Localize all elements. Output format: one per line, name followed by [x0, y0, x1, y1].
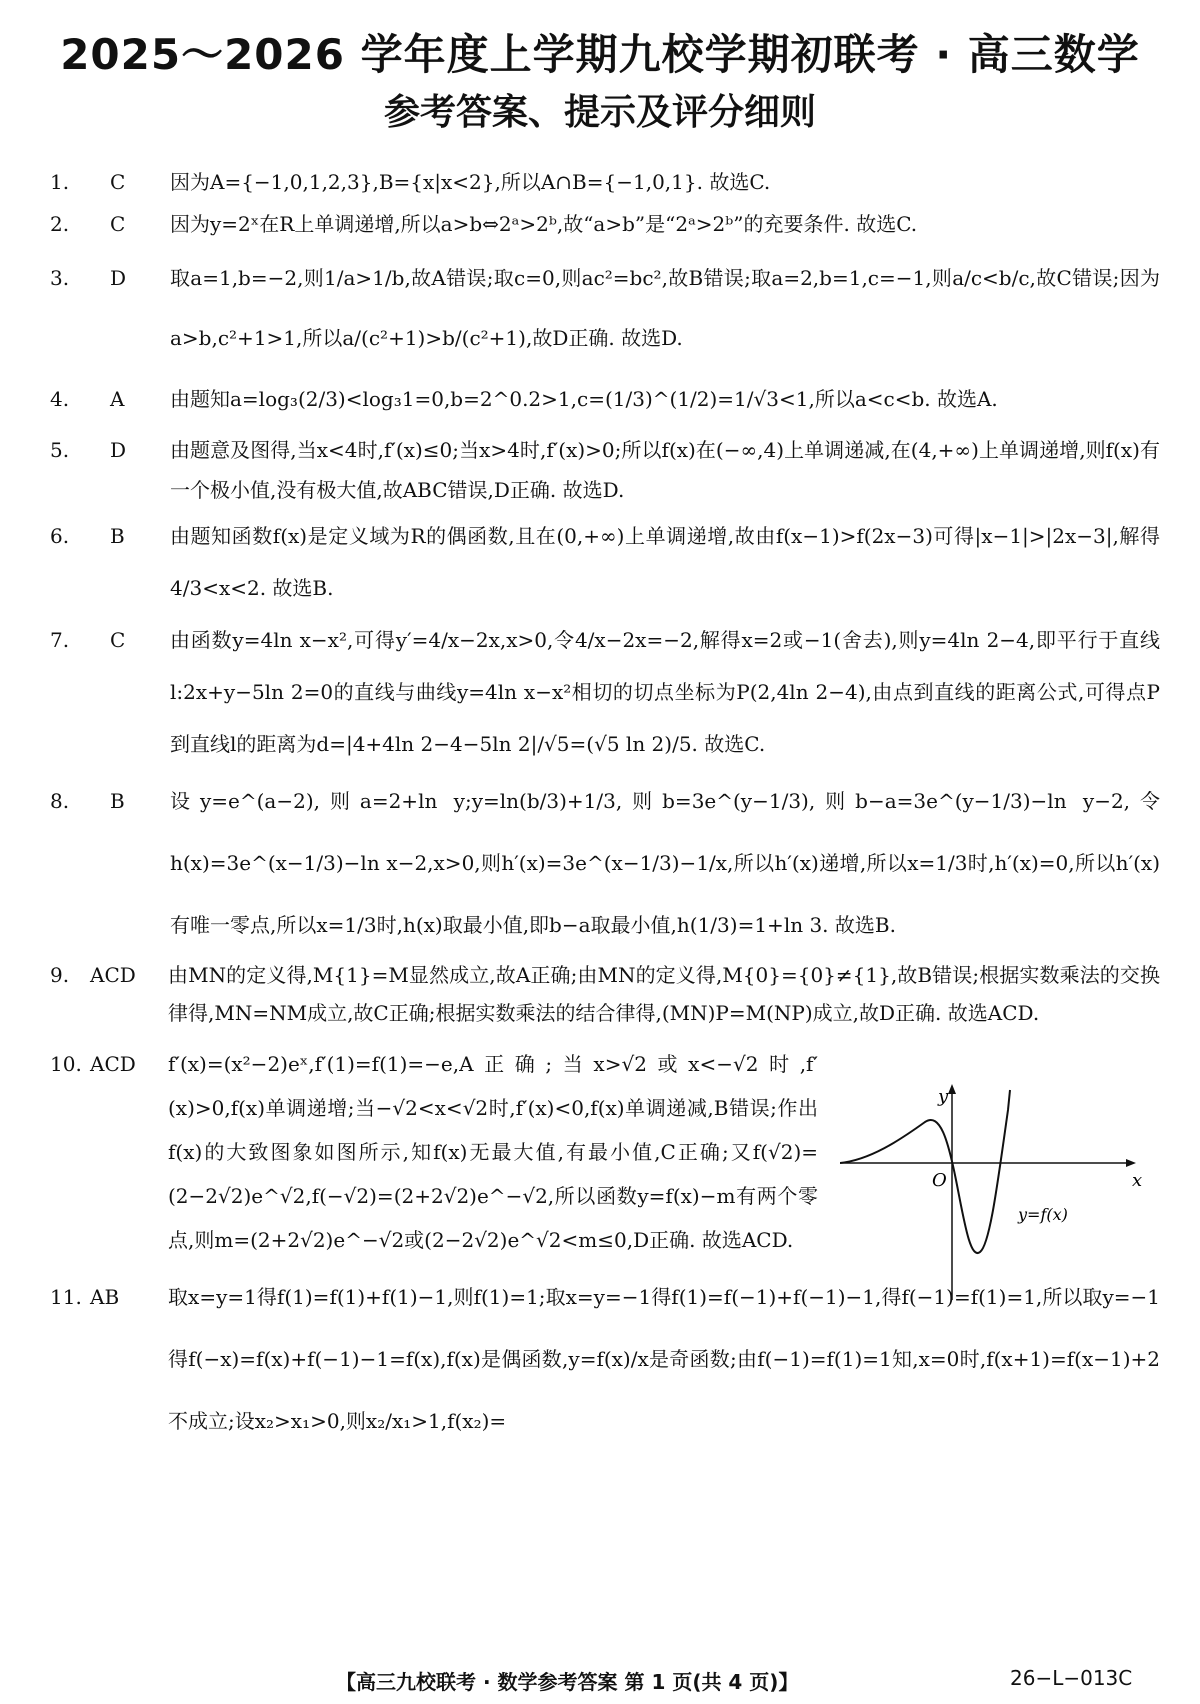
item-number: 8. [50, 789, 70, 813]
item-number: 2. [50, 212, 70, 236]
page-subtitle: 参考答案、提示及评分细则 [383, 92, 816, 133]
item-number: 7. [50, 628, 70, 652]
item-explanation: 由题知a=log₃(2/3)<log₃1=0,b=2^0.2>1,c=(1/3)^(1/2)=1/√3<1,所以a<c<b. 故选A. [170, 387, 998, 411]
item-answer: C [110, 212, 126, 236]
answer-item-8 [50, 770, 1160, 956]
item-number: 11. [50, 1285, 82, 1309]
item-number: 3. [50, 266, 70, 290]
item-answer: B [110, 524, 125, 548]
item-answer: ACD [90, 963, 136, 987]
item-explanation: 取a=1,b=−2,则1/a>1/b,故A错误;取c=0,则ac²=bc²,故B错误;取a=2,b=1,c=−1,则a/c<b/c,故C错误;因为a>b,c²+1>1,所以a/(c²+1)>b/(c²+1),故D正确. 故选D. [170, 266, 1160, 350]
item-answer: C [110, 170, 126, 194]
item-explanation: 设y=e^(a−2),则a=2+ln y;y=ln(b/3)+1/3,则b=3e^(y−1/3),则b−a=3e^(y−1/3)−ln y−2,令h(x)=3e^(x−1/3)−ln x−2,x>0,则h′(x)=3e^(x−1/3)−1/x,所以h′(x)递增,所以x=1/3时,h′(x)=0,所以h′(x)有唯一零点,所以x=1/3时,h(x)取最小值,即b−a取最小值,h(1/3)=1+ln 3. 故选B. [170, 789, 1160, 937]
curve-label: y=f(x) [1018, 1205, 1068, 1224]
item-explanation: 由MN的定义得,M{1}=M显然成立,故A正确;由MN的定义得,M{0}={0}≠{1},故B错误;根据实数乘法的交换律得,MN=NM成立,故C正确;根据实数乘法的结合律得,(MN)P=M(NP)成立,故D正确. 故选ACD. [168, 963, 1160, 1025]
item-number: 10. [50, 1052, 82, 1076]
x-axis-arrow [1126, 1159, 1136, 1167]
answer-item-5 [50, 430, 1160, 510]
item-number: 4. [50, 387, 70, 411]
answer-item-7 [50, 614, 1160, 770]
item-explanation: 由函数y=4ln x−x²,可得y′=4/x−2x,x>0,令4/x−2x=−2,解得x=2或−1(舍去),则y=4ln 2−4,即平行于直线l:2x+y−5ln 2=0的直线与曲线y=4ln x−x²相切的切点坐标为P(2,4ln 2−4),由点到直线的距离公式,可得点P到直线l的距离为d=|4+4ln 2−4−5ln 2|/√5=(√5 ln 2)/5. 故选C. [170, 628, 1160, 756]
item-number: 1. [50, 170, 70, 194]
y-axis-arrow [948, 1084, 956, 1094]
origin-label: O [932, 1170, 947, 1191]
item-answer: B [110, 789, 125, 813]
footer-center: 【高三九校联考 · 数学参考答案 第 1 页(共 4 页)】 [336, 1670, 799, 1694]
item-number: 9. [50, 963, 70, 987]
item-explanation: f′(x)=(x²−2)eˣ,f′(1)=f(1)=−e,A正确;当x>√2或x<−√2时,f′(x)>0,f(x)单调递增;当−√2<x<√2时,f′(x)<0,f(x)单调递减,B错误;作出f(x)的大致图象如图所示,知f(x)无最大值,有最小值,C正确;又f(√2)=(2−2√2)e^√2,f(−√2)=(2+2√2)e^−√2,所以函数y=f(x)−m有两个零点,则m=(2+2√2)e^−√2或(2−2√2)e^√2<m≤0,D正确. 故选ACD. [168, 1052, 818, 1252]
curve [840, 1090, 1010, 1253]
function-graph [840, 1080, 1160, 1300]
item-explanation: 由题意及图得,当x<4时,f′(x)≤0;当x>4时,f′(x)>0;所以f(x)在(−∞,4)上单调递减,在(4,+∞)上单调递增,则f(x)有一个极小值,没有极大值,故ABC错误,D正确. 故选D. [170, 438, 1160, 502]
item-number: 6. [50, 524, 70, 548]
answer-item-3 [50, 248, 1160, 368]
page-title: 2025～2026 学年度上学期九校学期初联考 · 高三数学 [60, 30, 1140, 79]
answer-item-9 [50, 956, 1160, 1032]
answer-item-1 [50, 158, 1160, 206]
answer-item-2 [50, 200, 1160, 248]
item-explanation: 因为A={−1,0,1,2,3},B={x|x<2},所以A∩B={−1,0,1}. 故选C. [170, 170, 771, 194]
item-answer: D [110, 438, 127, 462]
item-explanation: 取x=y=1得f(1)=f(1)+f(1)−1,则f(1)=1;取x=y=−1得f(1)=f(−1)+f(−1)−1,得f(−1)=f(1)=1,所以取y=−1得f(−x)=f(x)+f(−1)−1=f(x),f(x)是偶函数,y=f(x)/x是奇函数;由f(−1)=f(1)=1知,x=0时,f(x+1)=f(x−1)+2不成立;设x₂>x₁>0,则x₂/x₁>1,f(x₂)= [168, 1285, 1160, 1433]
item-number: 5. [50, 438, 70, 462]
y-axis-label: y [938, 1086, 949, 1107]
item-answer: AB [90, 1285, 120, 1309]
item-answer: A [110, 387, 125, 411]
item-explanation: 因为y=2ˣ在R上单调递增,所以a>b⇔2ᵃ>2ᵇ,故“a>b”是“2ᵃ>2ᵇ”的充要条件. 故选C. [170, 212, 918, 236]
item-answer: ACD [90, 1052, 136, 1076]
item-answer: C [110, 628, 126, 652]
footer-code: 26−L−013C [1010, 1666, 1133, 1690]
page-footer [0, 1666, 1200, 1696]
answer-item-6 [50, 510, 1160, 614]
item-explanation: 由题知函数f(x)是定义域为R的偶函数,且在(0,+∞)上单调递增,故由f(x−1)>f(2x−3)可得|x−1|>|2x−3|,解得4/3<x<2. 故选B. [170, 524, 1160, 600]
answer-item-4 [50, 368, 1160, 430]
x-axis-label: x [1132, 1170, 1143, 1191]
item-answer: D [110, 266, 127, 290]
